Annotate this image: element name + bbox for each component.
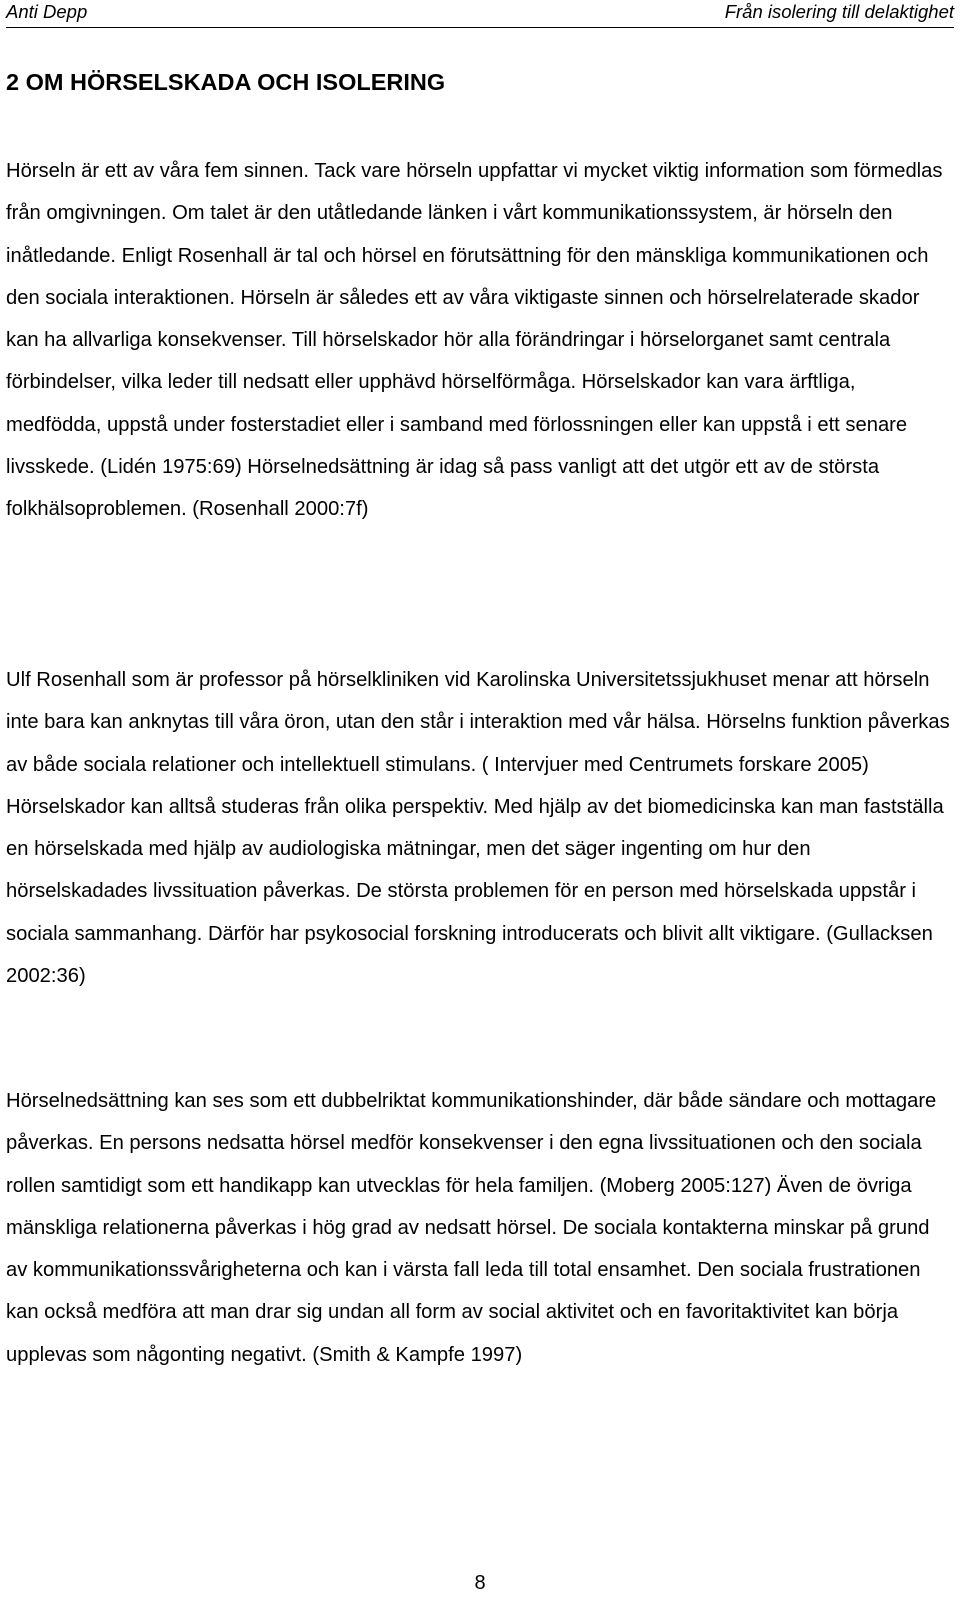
page-header (6, 0, 954, 26)
body-paragraph: Ulf Rosenhall som är professor på hörselkliniken vid Karolinska Universitetssjukhuset menar att hörseln inte bara kan anknytas till våra öron, utan den står i interaktion med vår hälsa. Hörselns funktion påverkas av både sociala relationer och intellektuell stimulans. ( Intervjuer med Centrumets forskare 2005) Hörselskador kan alltså studeras från olika perspektiv. Med hjälp av det biomedicinska kan man fastställa en hörselskada med hjälp av audiologiska mätningar, men det säger ingenting om hur den hörselskadades livssituation påverkas. De största problemen för en person med hörselskada uppstår i sociala sammanhang. Därför har psykosocial forskning introducerats och blivit allt viktigare. (Gullacksen 2002:36) (6, 669, 950, 988)
body-paragraph: Hörseln är ett av våra fem sinnen. Tack vare hörseln uppfattar vi mycket viktig information som förmedlas från omgivningen. Om talet är den utåtledande länken i vårt kommunikationssystem, är hörseln den inåtledande. Enligt Rosenhall är tal och hörsel en förutsättning för den mänskliga kommunikationen och den sociala interaktionen. Hörseln är således ett av våra viktigaste sinnen och hörselrelaterade skador kan ha allvarliga konsekvenser. Till hörselskador hör alla förändringar i hörselorganet samt centrala förbindelser, vilka leder till nedsatt eller upphävd hörselförmåga. Hörselskador kan vara ärftliga, medfödda, uppstå under fosterstadiet eller i samband med förlossningen eller kan uppstå i ett senare livsskede. (Lidén 1975:69) Hörselnedsättning är idag så pass vanligt att det utgör ett av de största folkhälsoproblemen. (Rosenhall 2000:7f) (6, 160, 943, 521)
header-document-title: Från isolering till delaktighet (724, 1, 954, 22)
header-author: Anti Depp (6, 1, 88, 22)
header-divider (6, 27, 954, 28)
page-number: 8 (474, 1572, 486, 1594)
body-paragraph: Hörselnedsättning kan ses som ett dubbelriktat kommunikationshinder, där både sändare och mottagare påverkas. En persons nedsatta hörsel medför konsekvenser i den egna livssituationen och den sociala rollen samtidigt som ett handikapp kan utvecklas för hela familjen. (Moberg 2005:127) Även de övriga mänskliga relationerna påverkas i hög grad av nedsatt hörsel. De sociala kontakterna minskar på grund av kommunikationssvårigheterna och kan i värsta fall leda till total ensamhet. Den sociala frustrationen kan också medföra att man drar sig undan all form av social aktivitet och en favoritaktivitet kan börja upplevas som någonting negativt. (Smith & Kampfe 1997) (6, 1090, 937, 1366)
chapter-title: 2 OM HÖRSELSKADA OCH ISOLERING (6, 69, 446, 95)
